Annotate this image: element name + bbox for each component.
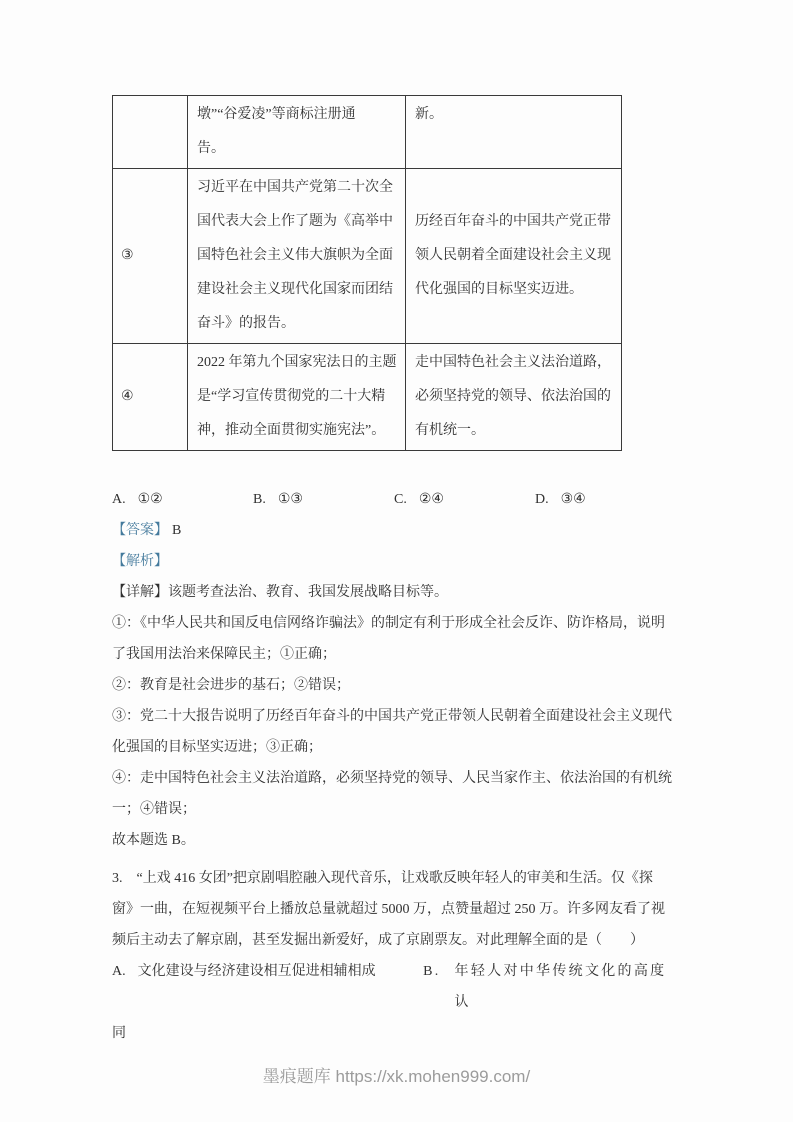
question-3 xyxy=(112,863,682,1049)
q3-option-b-wrap: 同 xyxy=(112,1026,126,1041)
table-row xyxy=(113,344,622,451)
q3-options-row xyxy=(112,956,682,1018)
option-key: B. xyxy=(423,964,441,979)
option-key: A. xyxy=(112,964,126,979)
event-cell xyxy=(188,169,406,344)
row-label-cell xyxy=(113,169,188,344)
q2-option-c xyxy=(394,484,535,515)
detail-intro: 该题考查法治、教育、我国发展战略目标等。 xyxy=(168,585,448,600)
option-key: D. xyxy=(535,492,549,507)
option-value: ②④ xyxy=(418,492,444,507)
row-label: ④ xyxy=(121,389,134,404)
q3-option-b xyxy=(423,956,682,1018)
event-text: 2022 年第九个国家宪法日的主题 是“学习宣传贯彻党的二十大精 神，推动全面贯彻实施宪法”。 xyxy=(197,355,397,438)
question-table xyxy=(112,95,622,451)
option-value: ③④ xyxy=(560,492,586,507)
option-key: B. xyxy=(253,492,266,507)
detail-label: 【详解】 xyxy=(112,585,168,600)
option-text: 年轻人对中华传统文化的高度认 xyxy=(454,964,667,1010)
site-watermark: 墨痕题库 https://xk.mohen999.com/ xyxy=(262,1067,531,1086)
analysis-label: 【解析】 xyxy=(112,554,168,569)
meaning-cell xyxy=(406,344,622,451)
row-label-cell xyxy=(113,96,188,169)
meaning-text: 走中国特色社会主义法治道路， 必须坚持党的领导、依法治国的 有机统一。 xyxy=(415,355,611,438)
detail-intro-line xyxy=(112,577,682,608)
meaning-cell xyxy=(406,96,622,169)
event-cell xyxy=(188,344,406,451)
page-content xyxy=(112,95,682,1049)
meaning-cell xyxy=(406,169,622,344)
option-value: ①② xyxy=(137,492,163,507)
answer-value: B xyxy=(172,523,182,538)
q2-option-b xyxy=(253,484,394,515)
row-label: ③ xyxy=(121,248,134,263)
meaning-text: 新。 xyxy=(415,107,443,122)
analysis-line xyxy=(112,546,682,577)
event-cell xyxy=(188,96,406,169)
q3-option-a xyxy=(112,956,423,1018)
option-text: 文化建设与经济建设相互促进相辅相成 xyxy=(137,964,376,979)
event-text: 墩”“谷爱凌”等商标注册通 告。 xyxy=(197,107,356,156)
q3-stem: 3. “上戏 416 女团”把京剧唱腔融入现代音乐，让戏歌反映年轻人的审美和生活。仅《探 窗》一曲，在短视频平台上播放总量就超过 5000 万，点赞量超过 250 万。许多网友看了视 频后主动去了解京剧，甚至发掘出新爱好，成了京剧票友。对此理解全面的是（ ） xyxy=(112,871,665,948)
option-key: C. xyxy=(394,492,407,507)
answer-label: 【答案】 xyxy=(112,523,168,538)
q2-option-a xyxy=(112,484,253,515)
meaning-text: 历经百年奋斗的中国共产党正带 领人民朝着全面建设社会主义现 代化强国的目标坚实迈进。 xyxy=(415,214,611,297)
table-row xyxy=(113,96,622,169)
q2-option-d xyxy=(535,484,586,515)
row-label-cell xyxy=(113,344,188,451)
event-text: 习近平在中国共产党第二十次全 国代表大会上作了题为《高举中 国特色社会主义伟大旗帜为全面 建设社会主义现代化国家而团结 奋斗》的报告。 xyxy=(197,180,393,331)
detail-explanation: ①：《中华人民共和国反电信网络诈骗法》的制定有利于形成全社会反诈、防诈格局，说明 了我国用法治来保障民主；①正确； ②：教育是社会进步的基石；②错误； ③：党二十大报告说明了历经百年奋斗的中国共产党正带领人民朝着全面建设社会主义现代 化强国的目标坚实迈进；③正确； ④：走中国特色社会主义法治道路，必须坚持党的领导、人民当家作主、依法治国的有机统 一；④错误； 故本题选 B。 xyxy=(112,616,672,848)
q2-options-row xyxy=(112,484,682,515)
option-value: ①③ xyxy=(277,492,303,507)
table-row xyxy=(113,169,622,344)
option-key: A. xyxy=(112,492,126,507)
answer-line xyxy=(112,515,682,546)
